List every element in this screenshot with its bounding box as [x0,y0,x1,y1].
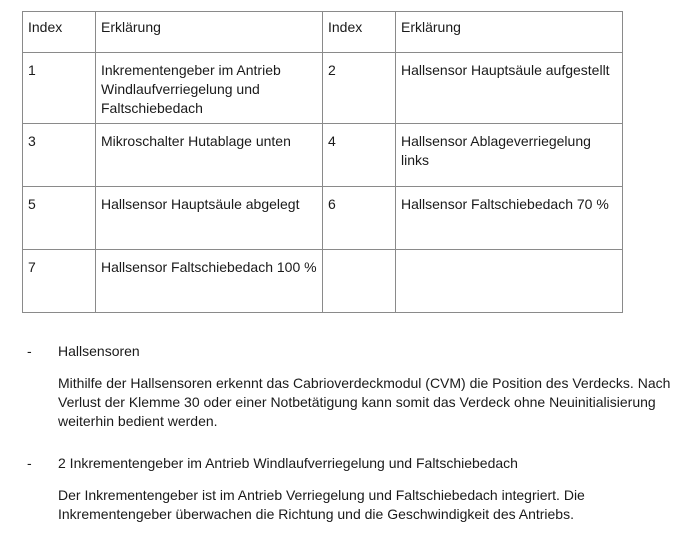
explanation-cell: Inkrementengeber im Antrieb Windlaufverriegelung und Faltschiebedach [96,53,323,124]
header-explanation-right: Erklärung [396,12,623,53]
component-legend-table [22,11,623,313]
explanation-cell: Hallsensor Faltschiebedach 70 % [396,187,623,250]
bullet-dash: - [27,343,32,359]
section-paragraph: Der Inkrementengeber ist im Antrieb Verriegelung und Faltschiebedach integriert. Die Inkrementengeber überwachen die Richtung und die Geschwindigkeit des Antriebs. [58,487,585,522]
explanation-cell: Hallsensor Hauptsäule aufgestellt [396,53,623,124]
explanation-cell: Mikroschalter Hutablage unten [96,124,323,187]
header-index-left: Index [23,12,96,53]
table-header-row [23,12,623,53]
explanation-cell: Hallsensor Ablageverriegelung links [396,124,623,187]
index-cell: 2 [323,53,396,124]
section-body [58,374,683,431]
explanation-cell: Hallsensor Faltschiebedach 100 % [96,250,323,313]
header-index-right: Index [323,12,396,53]
index-cell: 1 [23,53,96,124]
index-cell: 4 [323,124,396,187]
index-cell: 5 [23,187,96,250]
header-explanation-left: Erklärung [96,12,323,53]
index-cell: 6 [323,187,396,250]
index-cell: 7 [23,250,96,313]
table-row [23,187,623,250]
section-body [58,486,683,524]
index-cell-empty [323,250,396,313]
section-paragraph: Mithilfe der Hallsensoren erkennt das Cabrioverdeckmodul (CVM) die Position des Verdecks. Nach Verlust der Klemme 30 oder einer Notbetätigung kann somit das Verdeck ohne Neuinitialisierung weiterhin bedient werden. [58,375,671,429]
explanation-cell: Hallsensor Hauptsäule abgelegt [96,187,323,250]
section-heading: 2 Inkrementengeber im Antrieb Windlaufverriegelung und Faltschiebedach [58,455,518,471]
explanation-cell-empty [396,250,623,313]
index-cell: 3 [23,124,96,187]
table-row [23,124,623,187]
bullet-dash: - [27,455,32,471]
table-row [23,53,623,124]
section-heading: Hallsensoren [58,343,140,359]
table-row [23,250,623,313]
